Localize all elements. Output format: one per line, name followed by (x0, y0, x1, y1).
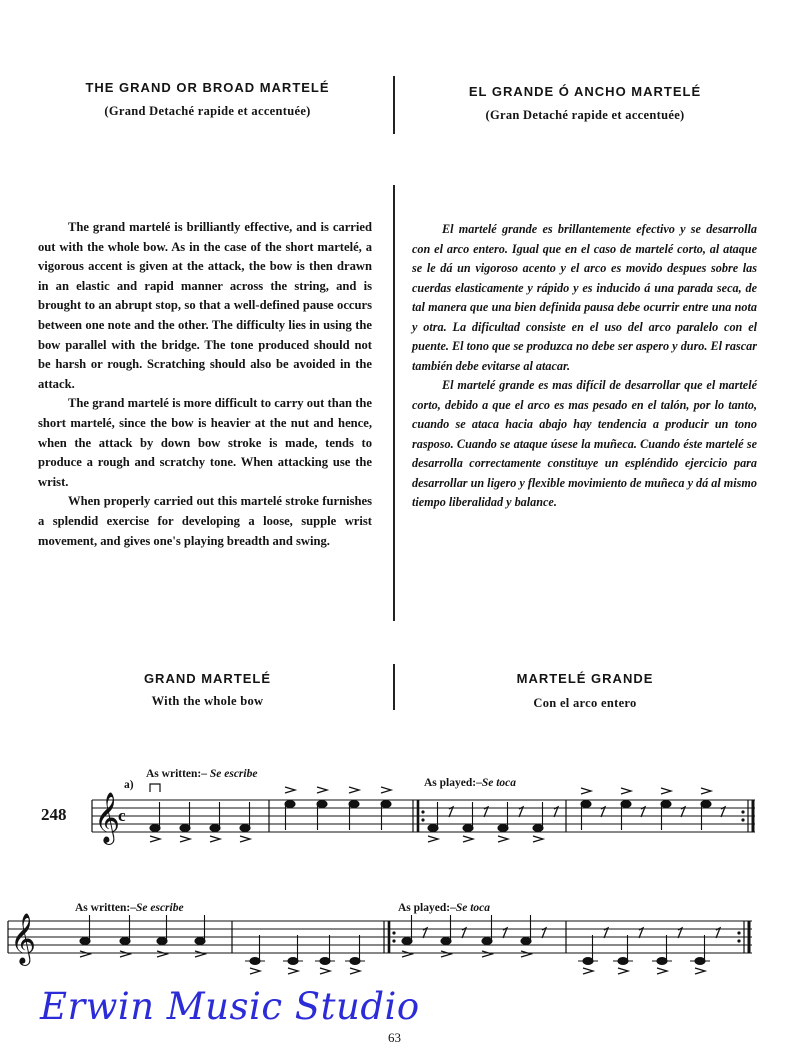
notes-m3 (428, 802, 543, 832)
paragraph-en-2: The grand martelé is more difficult to carry out than the short martelé, since the bow is heavier at the nut and hence, when the attack by down bow stroke is made, tends to produce a rough and scratchy tone. When attacking use the wrist. (38, 396, 372, 489)
subheading-en: (Grand Detaché rapide et accentuée) (104, 104, 311, 118)
as-written-label-2: As written:–Se escribe (75, 902, 184, 914)
notes-m7 (402, 915, 531, 945)
notes-m8 (578, 935, 710, 965)
down-bow-icon (150, 784, 160, 792)
exercise-heading-es: MARTELÉ GRANDE (516, 671, 654, 686)
notes-m5 (80, 915, 205, 945)
paragraph-en-3: When properly carried out this martelé stroke furnishes a splendid exercise for developing a loose, supple wrist movement, and gives one's playing breadth and swing. (38, 494, 372, 548)
notes-m2 (285, 801, 391, 831)
treble-clef-icon-2: 𝄞 (10, 913, 37, 964)
accents-staff-1 (150, 787, 711, 842)
exercise-heading-en: GRAND MARTELÉ (143, 671, 272, 686)
as-written-label-1: As written:– Se escribe (146, 768, 258, 780)
exercise-number: 248 (41, 805, 67, 824)
staff-1 (92, 800, 755, 832)
notes-m1 (150, 802, 250, 832)
as-played-label-1: As played:–Se toca (424, 777, 517, 789)
as-played-label-2: As played:–Se toca (398, 902, 491, 914)
notes-m4 (581, 801, 711, 831)
staff-2 (8, 921, 752, 953)
treble-clef-icon: 𝄞 (94, 792, 121, 843)
accents-staff-2 (80, 951, 705, 974)
exercise-subheading-es: Con el arco entero (533, 696, 637, 710)
paragraph-es-2: El martelé grande es mas difícil de desarrollar que el martelé corto, debido a que el arco es mas pesado en el talón, por lo tanto, cuando se ataca hacia abajo hay tendencia a producir un tono rasposo. Cuando se ataque úsese la muñeca. Cuando éste martelé se desarrolla correctamente constituye un espléndido ejercicio para desarrollar un ligero y flexible movimiento de muñeca y dá al mismo tiempo liberalidad y balance. (412, 378, 757, 509)
variant-label: a) (124, 779, 134, 791)
exercise-subheading-en: With the whole bow (151, 694, 264, 708)
studio-logo: Erwin Music Studio (40, 985, 420, 1028)
common-time-icon: c (118, 806, 126, 825)
page-number: 63 (388, 1030, 401, 1045)
heading-en: THE GRAND OR BROAD MARTELÉ (85, 80, 330, 95)
notes-m6 (245, 935, 365, 965)
repeat-dots (392, 810, 744, 942)
heading-es: EL GRANDE Ó ANCHO MARTELÉ (468, 84, 702, 99)
subheading-es: (Gran Detaché rapide et accentuée) (485, 108, 685, 122)
paragraph-en-1: The grand martelé is brilliantly effective, and is carried out with the whole bow. As in the case of the short martelé, a vigorous accent is given at the attack, the bow is then drawn in an elastic and rapid manner across the string, and is brought to an abrupt stop, so that a well-defined pause occurs between one note and the other. The difficulty lies in using the bow parallel with the bridge. The tone produced should not be harsh or rough. Scratching should also be avoided in the attack. (38, 220, 372, 391)
paragraph-es-1: El martelé grande es brillantemente efectivo y se desarrolla con el arco entero. Igual que en el caso de martelé corto, al ataque se le dá un vigoroso acento y el arco es movido despues sobre las cuerdas elasticamente y rápido y es inducido á una parada seca, de tal manera que una bien definida pausa debe ocurrir entre una nota y otra. La dificultad consiste en el uso del arco paralelo con el puente. El tono que se produzca no debe ser aspero y duro. El rascar también debe evitarse al atacar. (412, 222, 757, 373)
